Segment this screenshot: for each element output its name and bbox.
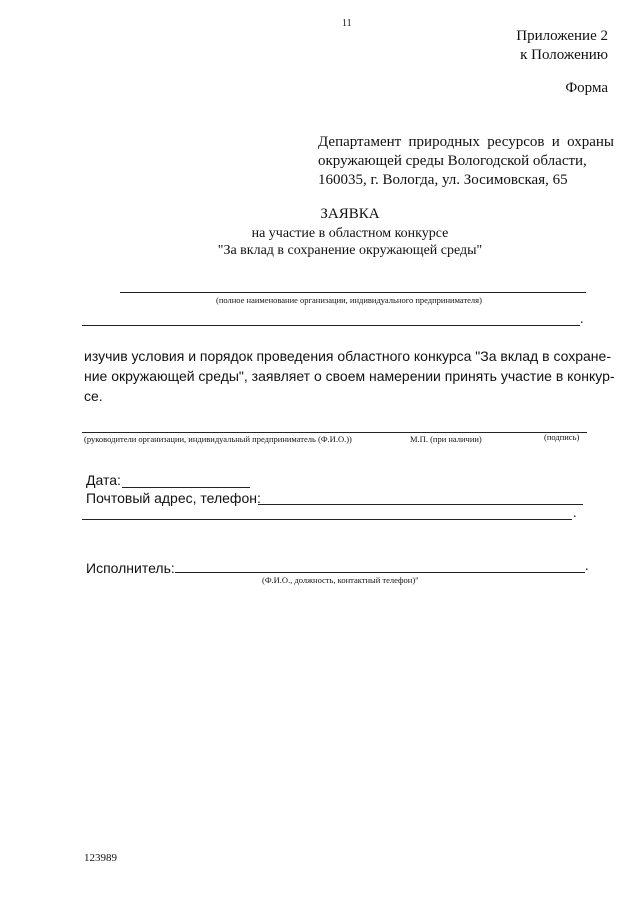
org-name-caption: (полное наименование организации, индивидуального предпринимателя) <box>216 295 482 305</box>
executor-label: Исполнитель: <box>86 560 175 576</box>
appendix-reference: к Положению <box>520 47 608 63</box>
page-number: 11 <box>342 18 352 29</box>
addressee-line-2: окружающей среды Вологодской области, <box>318 153 587 169</box>
postal-address-field[interactable] <box>258 504 583 505</box>
stamp-caption: М.П. (при наличии) <box>410 434 482 444</box>
contest-name: "За вклад в сохранение окружающей среды" <box>217 243 483 258</box>
title-subline: на участие в областном конкурсе <box>251 226 449 241</box>
executor-caption: (Ф.И.О., должность, контактный телефон)" <box>262 575 419 585</box>
date-label: Дата: <box>86 472 121 488</box>
executor-field[interactable] <box>175 572 585 573</box>
postal-line-end: . <box>573 506 577 521</box>
signature-line[interactable] <box>82 432 587 433</box>
signature-caption: (подпись) <box>544 432 580 442</box>
statement-line-3: се. <box>84 388 103 404</box>
org-line-end: . <box>580 312 584 327</box>
executor-line-end: . <box>585 559 589 574</box>
date-field[interactable] <box>122 487 250 488</box>
document-code: 123989 <box>84 852 117 864</box>
statement-line-2: ние окружающей среды", заявляет о своем намерении принять участие в конкур- <box>84 368 615 384</box>
appendix-label: Приложение 2 <box>516 28 608 44</box>
postal-address-field-2[interactable] <box>82 519 572 520</box>
addressee-line-1: Департамент природных ресурсов и охраны <box>318 134 614 150</box>
document-title: ЗАЯВКА <box>320 206 380 222</box>
org-name-line-2[interactable] <box>82 325 580 326</box>
addressee-line-3: 160035, г. Вологда, ул. Зосимовская, 65 <box>318 172 568 188</box>
postal-address-label: Почтовый адрес, телефон: <box>86 490 261 506</box>
org-name-line[interactable] <box>120 292 586 293</box>
statement-line-1: изучив условия и порядок проведения областного конкурса "За вклад в сохране- <box>84 348 611 364</box>
head-name-caption: (руководители организации, индивидуальный предприниматель (Ф.И.О.)) <box>84 434 352 444</box>
form-label: Форма <box>565 80 608 96</box>
